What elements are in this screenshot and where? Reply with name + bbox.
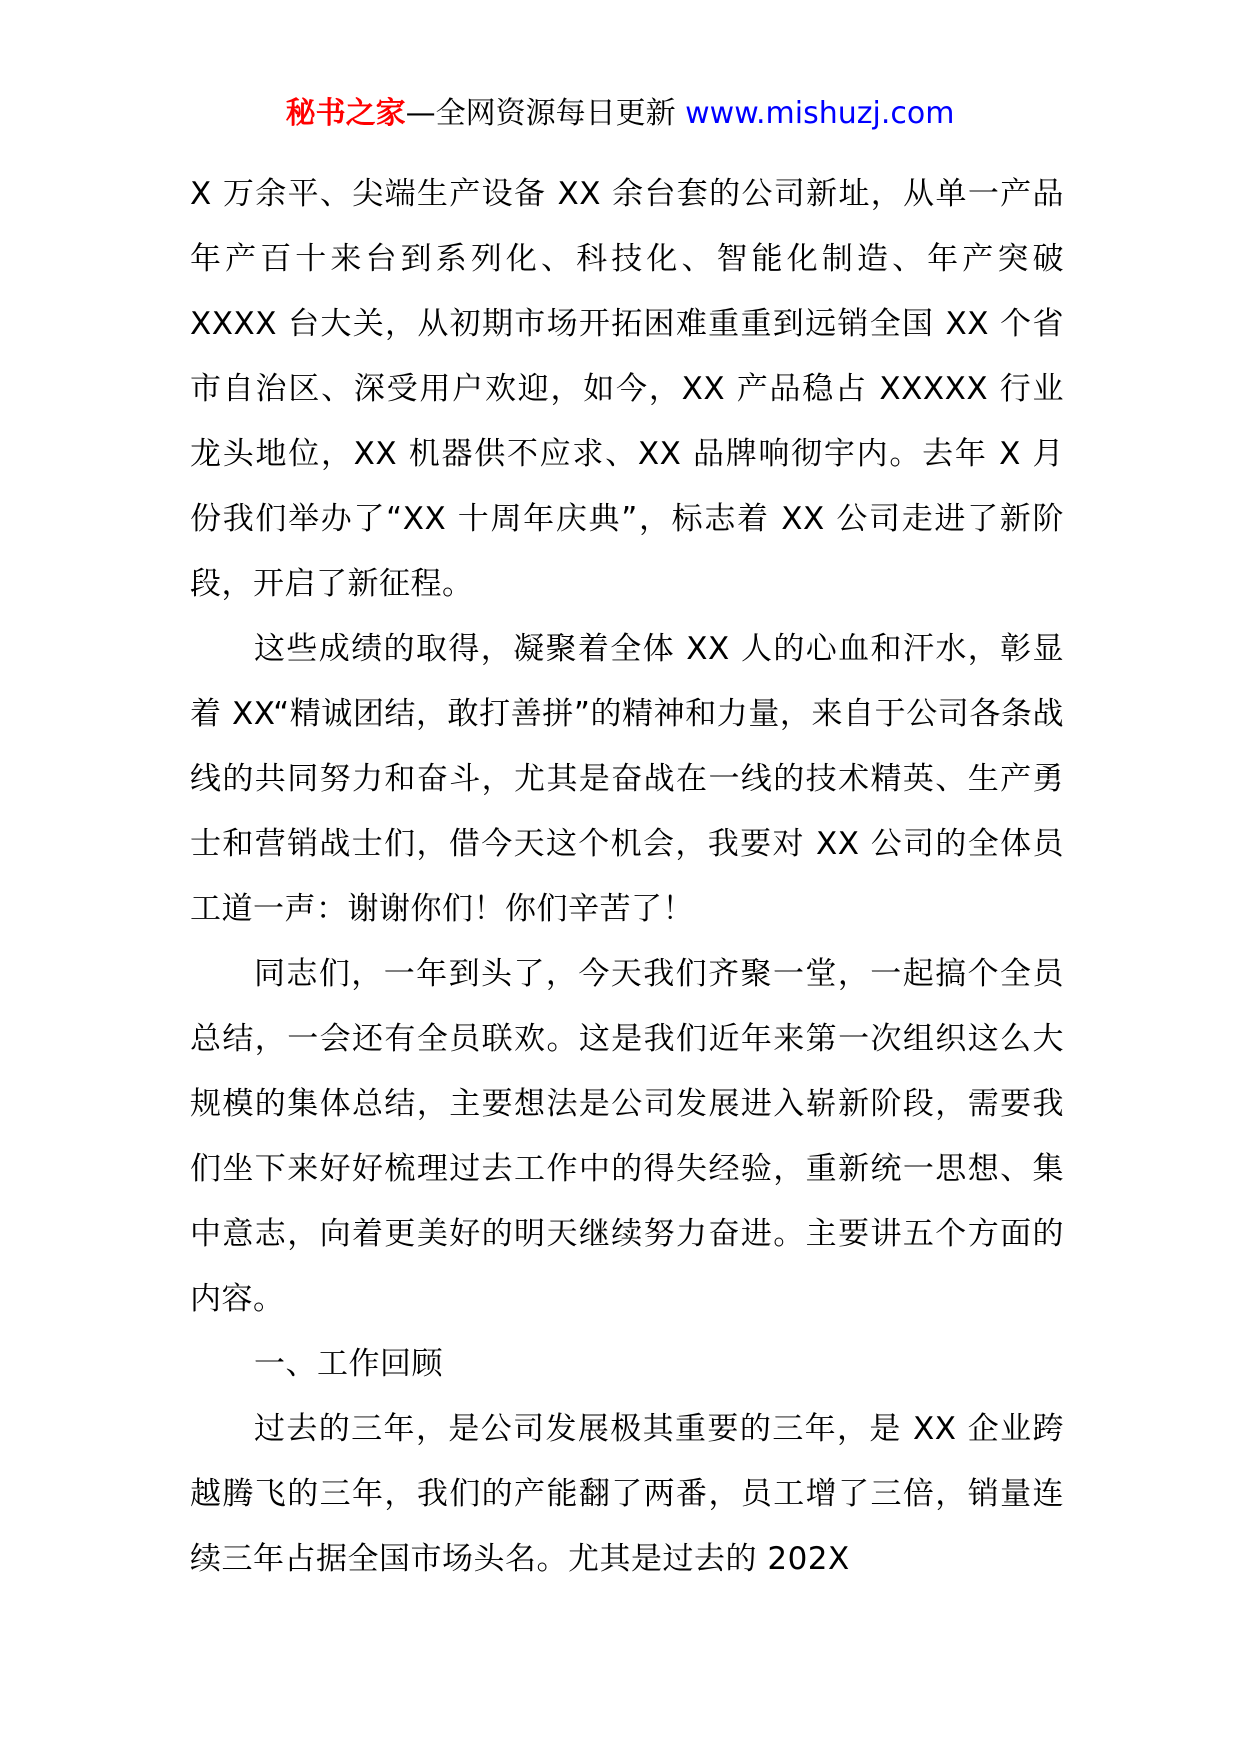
section-heading-work-review: 一、工作回顾	[254, 1346, 443, 1382]
brand-name: 秘书之家	[285, 96, 406, 131]
document-body	[190, 162, 1064, 1592]
paragraph-continuation: X 万余平、尖端生产设备 XX 余台套的公司新址，从单一产品年产百十来台到系列化、科技化、智能化制造、年产突破 XXXX 台大关，从初期市场开拓困难重重到远销全国 XX 个省市自治区、深受用户欢迎，如今，XX 产品稳占 XXXXX 行业龙头地位，XX 机器供不应求、XX 品牌响彻宇内。去年 X 月份我们举办了“XX 十周年庆典”，标志着 XX 公司走进了新阶段，开启了新征程。	[190, 176, 1064, 602]
paragraph-past-three-years: 过去的三年，是公司发展极其重要的三年，是 XX 企业跨越腾飞的三年，我们的产能翻了两番，员工增了三倍，销量连续三年占据全国市场头名。尤其是过去的 202X	[190, 1411, 1064, 1577]
header-slogan: —全网资源每日更新	[405, 96, 676, 131]
site-header	[0, 94, 1240, 134]
paragraph-achievements: 这些成绩的取得，凝聚着全体 XX 人的心血和汗水，彰显着 XX“精诚团结，敢打善拼”的精神和力量，来自于公司各条战线的共同努力和奋斗，尤其是奋战在一线的技术精英、生产勇士和营销战士们，借今天这个机会，我要对 XX 公司的全体员工道一声：谢谢你们！你们辛苦了！	[190, 631, 1064, 927]
site-url-link[interactable]: www.mishuzj.com	[685, 96, 955, 131]
paragraph-introduction: 同志们，一年到头了，今天我们齐聚一堂，一起搞个全员总结，一会还有全员联欢。这是我们近年来第一次组织这么大规模的集体总结，主要想法是公司发展进入崭新阶段，需要我们坐下来好好梳理过去工作中的得失经验，重新统一思想、集中意志，向着更美好的明天继续努力奋进。主要讲五个方面的内容。	[190, 956, 1064, 1317]
